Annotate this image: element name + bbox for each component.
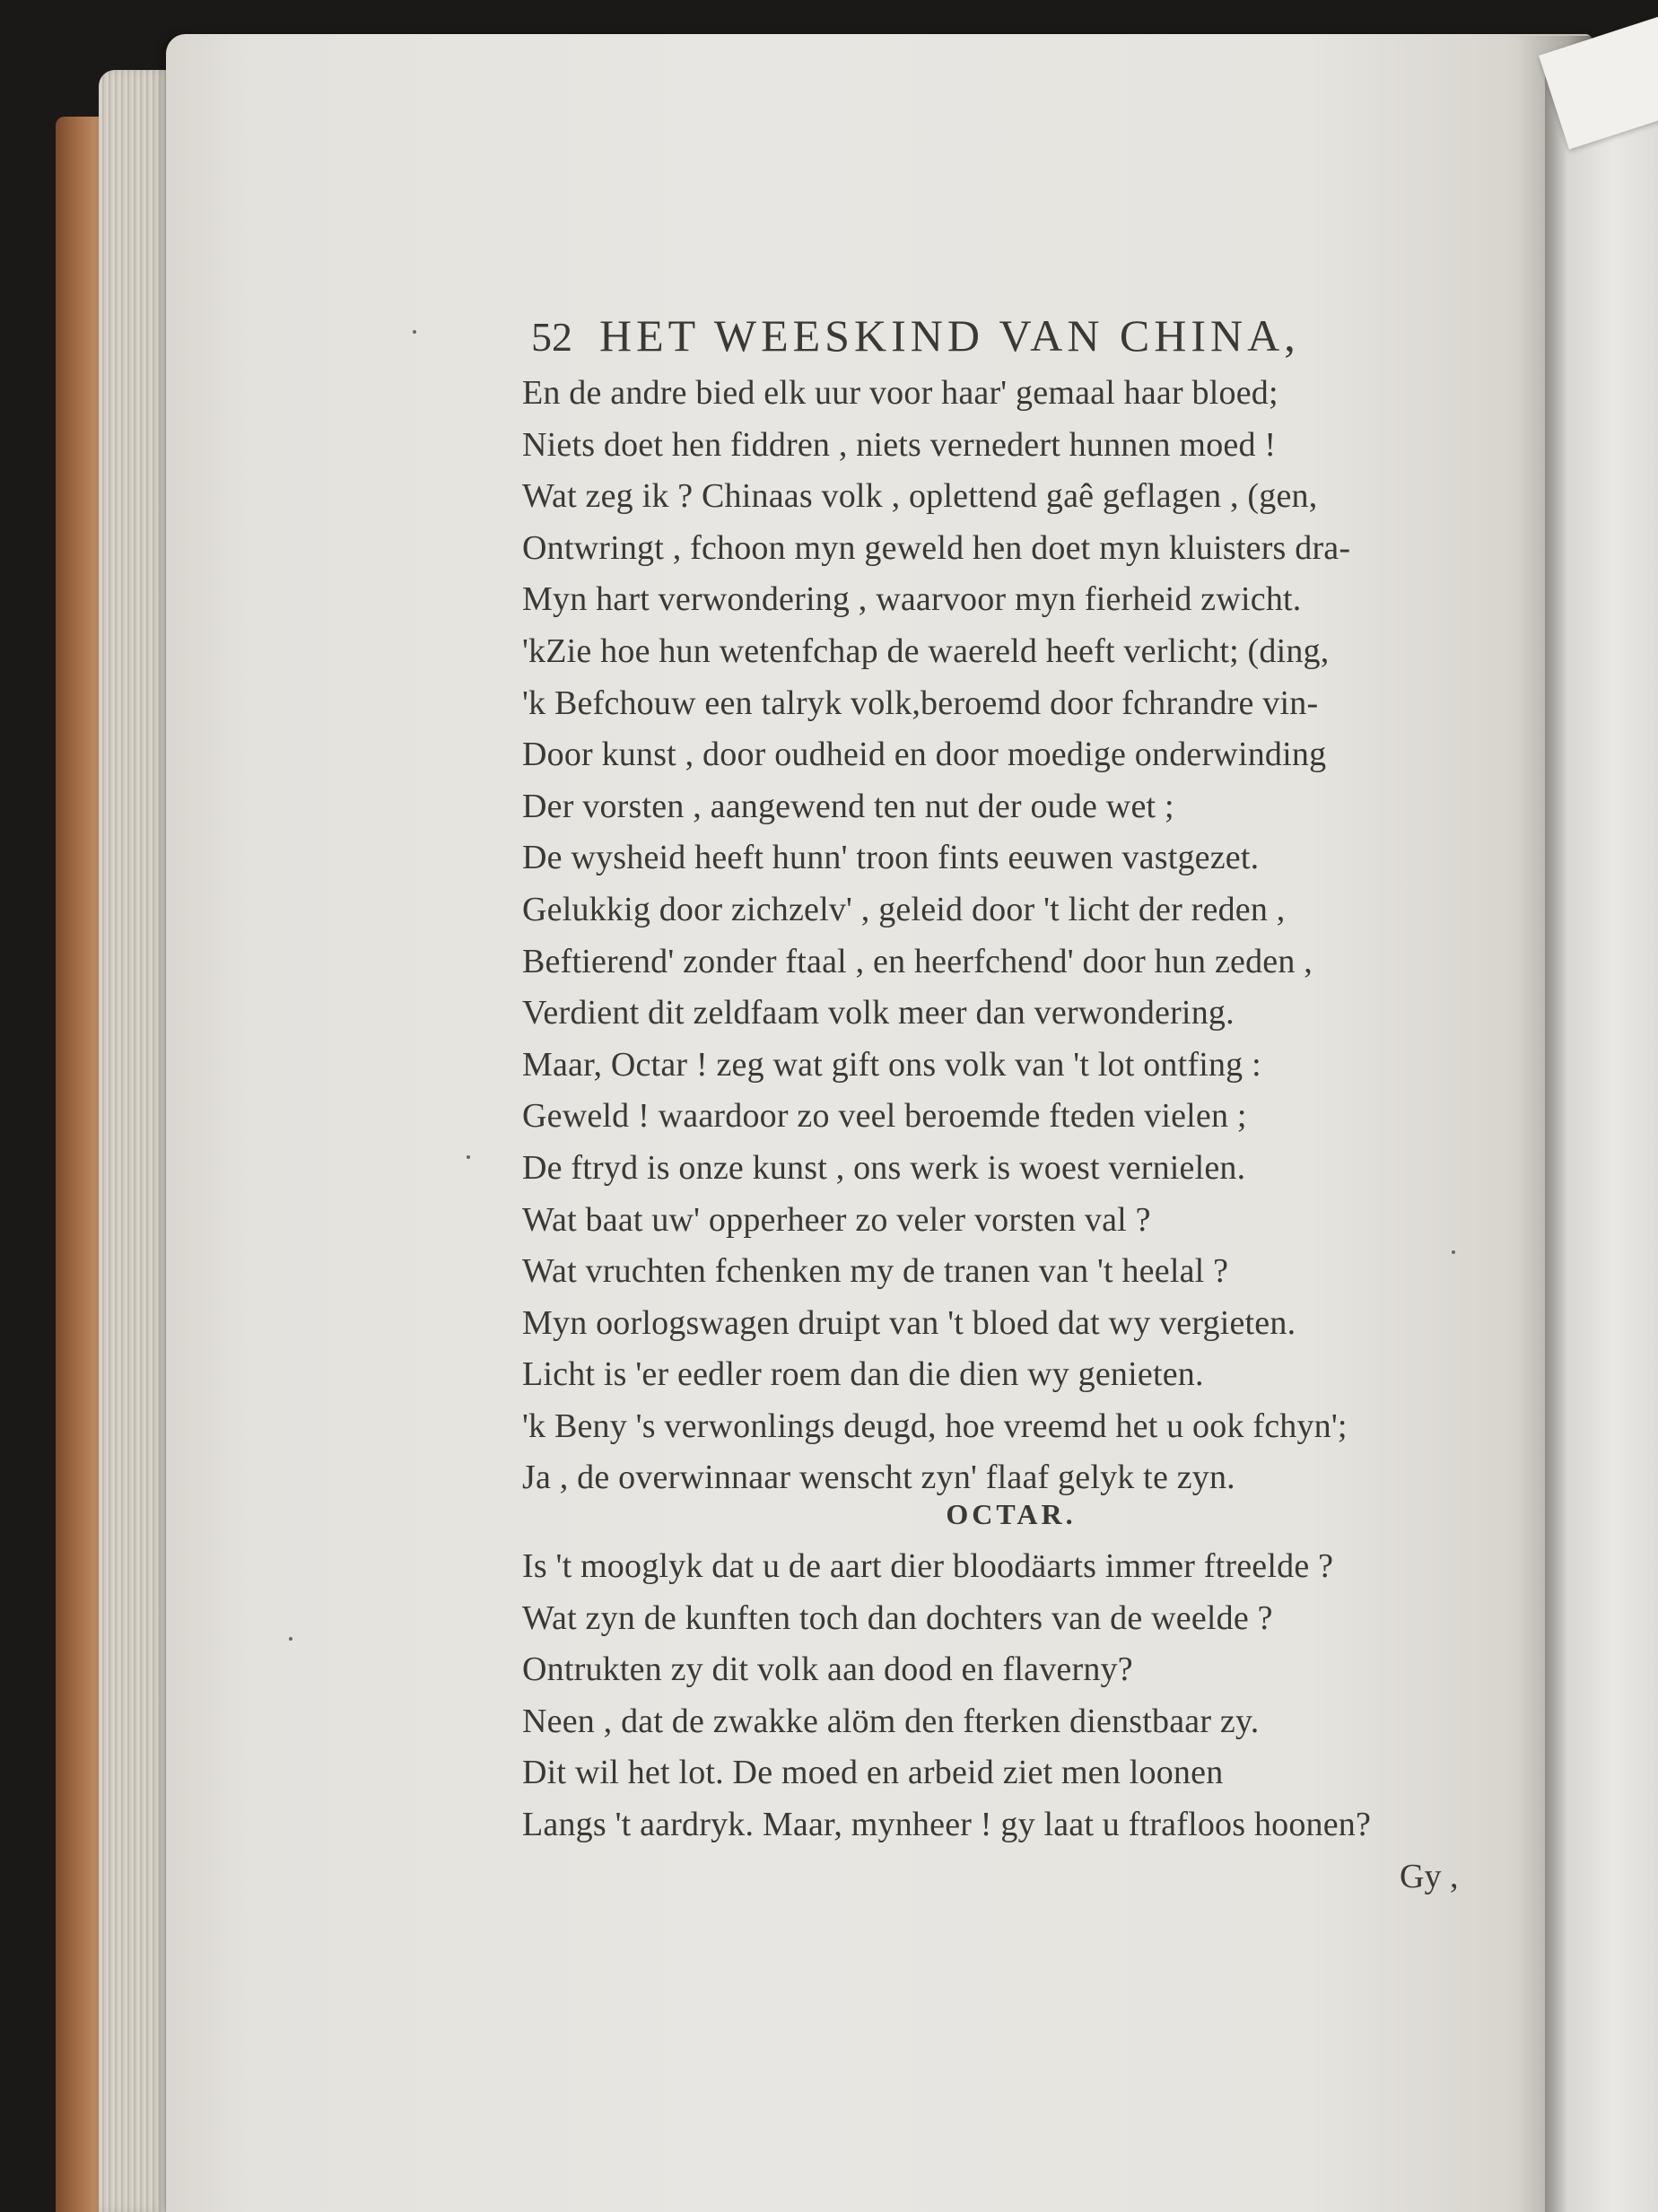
paper-speck xyxy=(413,330,416,334)
paper-speck xyxy=(467,1155,470,1159)
verse-line: Wat vruchten fchenken my de tranen van 't heelal ? xyxy=(522,1252,1229,1291)
verse-line: Licht is 'er eedler roem dan die dien wy genieten. xyxy=(522,1355,1204,1394)
verse-line: 'k Beny 's verwonlings deugd, hoe vreemd het u ook fchyn'; xyxy=(522,1406,1348,1445)
verse-line: Langs 't aardryk. Maar, mynheer ! gy laat u ftrafloos hoonen? xyxy=(522,1805,1372,1843)
paper-speck xyxy=(289,1637,292,1641)
verse-line: Dit wil het lot. De moed en arbeid ziet men loonen xyxy=(522,1754,1224,1792)
verse-line: Ontrukten zy dit volk aan dood en flaverny? xyxy=(522,1650,1133,1689)
verse-line: Wat zeg ik ? Chinaas volk , oplettend gaê geflagen , (gen, xyxy=(522,477,1318,516)
verse-block-2 xyxy=(522,1541,1500,1851)
verse-line: Maar, Octar ! zeg wat gift ons volk van 't lot ontfing : xyxy=(522,1045,1261,1084)
verse-line: Ja , de overwinnaar wenscht zyn' flaaf gelyk te zyn. xyxy=(522,1459,1235,1497)
verse-line: Geweld ! waardoor zo veel beroemde fteden vielen ; xyxy=(522,1097,1247,1136)
verse-line: Is 't mooglyk dat u de aart dier bloodäarts immer ftreelde ? xyxy=(522,1547,1334,1585)
facing-page xyxy=(1545,54,1658,2212)
verse-line: Beftierend' zonder ftaal , en heerfchend' door hun zeden , xyxy=(522,942,1313,980)
verse-line: De wysheid heeft hunn' troon fints eeuwen vastgezet. xyxy=(522,839,1260,877)
verse-line: Wat baat uw' opperheer zo veler vorsten val ? xyxy=(522,1200,1151,1239)
running-head xyxy=(531,309,1428,363)
catchword: Gy , xyxy=(1400,1858,1459,1895)
verse-line: Niets doet hen fiddren , niets vernedert hunnen moed ! xyxy=(522,425,1277,464)
verse-line: En de andre bied elk uur voor haar' gemaal haar bloed; xyxy=(522,374,1278,412)
running-title: HET WEESKIND VAN CHINA, xyxy=(599,310,1300,361)
speaker-name: OCTAR. xyxy=(946,1498,1077,1530)
verse-line: Myn oorlogswagen druipt van 't bloed dat wy vergieten. xyxy=(522,1303,1296,1342)
verse-line: 'k Befchouw een talryk volk,beroemd door fchrandre vin- xyxy=(522,684,1319,722)
verse-line: Neen , dat de zwakke alöm den fterken dienstbaar zy. xyxy=(522,1702,1260,1740)
verse-line: Ontwringt , fchoon myn geweld hen doet myn kluisters dra- xyxy=(522,528,1351,567)
verse-line: Gelukkig door zichzelv' , geleid door 't licht der reden , xyxy=(522,890,1286,928)
verse-line: 'kZie hoe hun wetenfchap de waereld heeft verlicht; (ding, xyxy=(522,631,1330,670)
verse-line: Wat zyn de kunften toch dan dochters van de weelde ? xyxy=(522,1598,1273,1637)
verse-line: De ftryd is onze kunst , ons werk is woest vernielen. xyxy=(522,1148,1246,1187)
verse-line: Der vorsten , aangewend ten nut der oude wet ; xyxy=(522,787,1174,825)
verse-block-1 xyxy=(522,368,1500,1504)
page-number: 52 xyxy=(531,314,572,360)
verse-line: Myn hart verwondering , waarvoor myn fierheid zwicht. xyxy=(522,580,1302,619)
verse-line: Verdient dit zeldfaam volk meer dan verwondering. xyxy=(522,994,1235,1032)
verse-line: Door kunst , door oudheid en door moedige onderwinding xyxy=(522,736,1327,774)
